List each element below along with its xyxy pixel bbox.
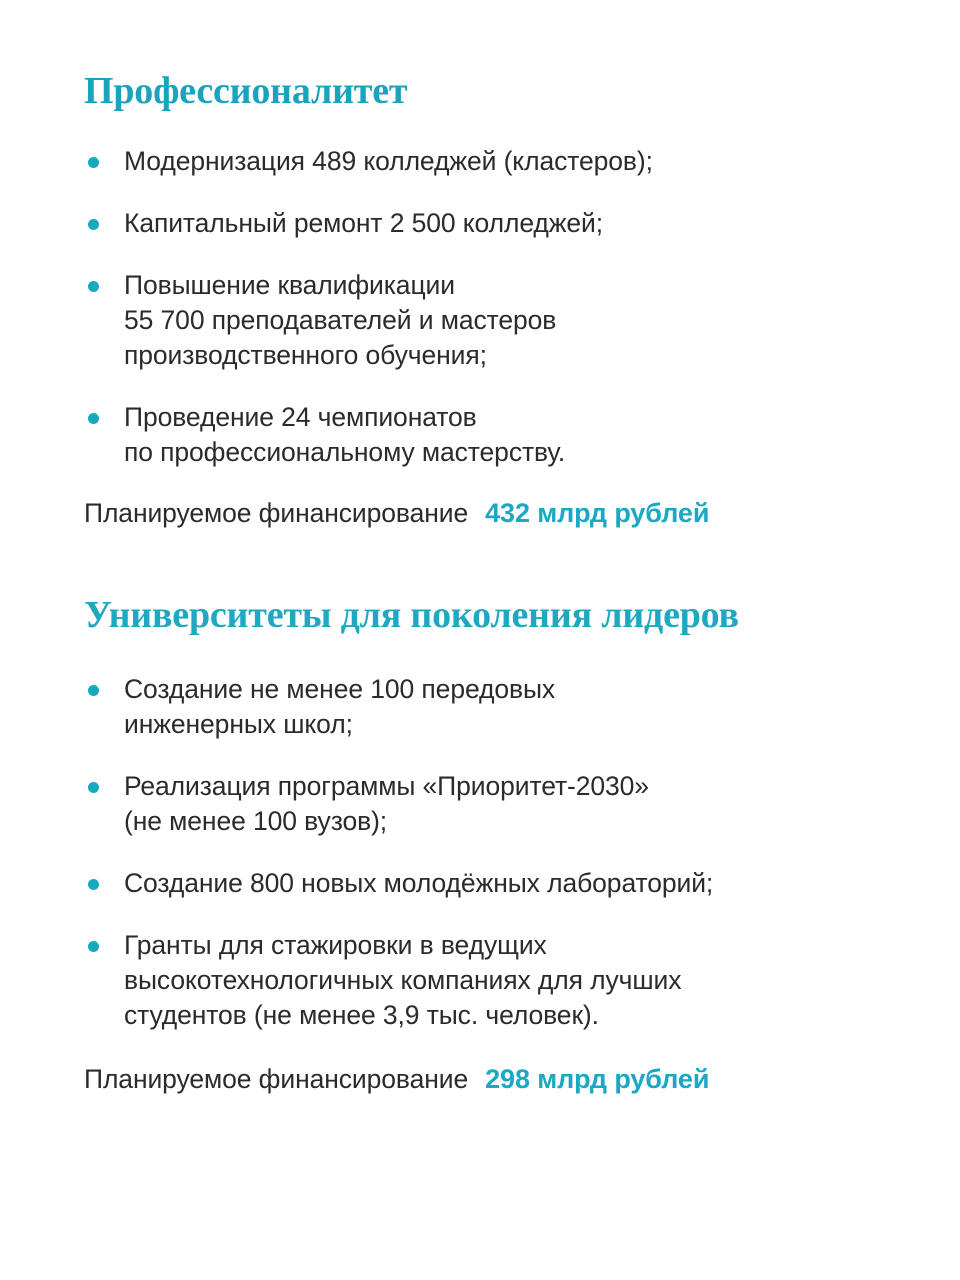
list-item bbox=[84, 769, 905, 839]
section-1-funding bbox=[84, 496, 905, 530]
section-2-funding bbox=[84, 1062, 905, 1096]
bullet-line: 55 700 преподавателей и мастеров bbox=[124, 304, 557, 335]
list-item bbox=[84, 866, 905, 901]
list-item bbox=[84, 206, 905, 241]
funding-amount: 432 млрд рублей bbox=[485, 497, 710, 528]
bullet-line: Гранты для стажировки в ведущих bbox=[124, 929, 547, 960]
list-item bbox=[84, 268, 905, 373]
list-item bbox=[84, 400, 905, 470]
bullet-line: Капитальный ремонт 2 500 колледжей; bbox=[124, 207, 603, 238]
section-universities bbox=[84, 530, 905, 1096]
bullet-line: Реализация программы «Приоритет-2030» bbox=[124, 770, 649, 801]
funding-label: Планируемое финансирование bbox=[84, 1063, 469, 1094]
bullet-line: Создание 800 новых молодёжных лабораторий; bbox=[124, 867, 714, 898]
section-professionalitet bbox=[84, 0, 905, 530]
bullet-dot-icon bbox=[88, 685, 99, 696]
list-item bbox=[84, 672, 905, 742]
bullet-dot-icon bbox=[88, 281, 99, 292]
bullet-line: Повышение квалификации bbox=[124, 269, 455, 300]
bullet-line: Проведение 24 чемпионатов bbox=[124, 401, 477, 432]
bullet-line: инженерных школ; bbox=[124, 708, 353, 739]
bullet-dot-icon bbox=[88, 879, 99, 890]
list-item bbox=[84, 928, 905, 1033]
section-2-heading: Университеты для поколения лидеров bbox=[84, 594, 739, 637]
bullet-dot-icon bbox=[88, 941, 99, 952]
bullet-dot-icon bbox=[88, 782, 99, 793]
bullet-dot-icon bbox=[88, 413, 99, 424]
bullet-line: (не менее 100 вузов); bbox=[124, 805, 388, 836]
bullet-line: Создание не менее 100 передовых bbox=[124, 674, 556, 704]
funding-amount: 298 млрд рублей bbox=[485, 1063, 710, 1094]
section-1-bullet-list bbox=[84, 144, 905, 470]
funding-label: Планируемое финансирование bbox=[84, 497, 469, 528]
section-2-bullet-list bbox=[84, 672, 905, 1033]
bullet-line: по профессиональному мастерству. bbox=[124, 436, 566, 467]
bullet-line: студентов (не менее 3,9 тыс. человек). bbox=[124, 999, 599, 1030]
bullet-line: высокотехнологичных компаниях для лучших bbox=[124, 964, 682, 995]
bullet-dot-icon bbox=[88, 219, 99, 230]
list-item bbox=[84, 144, 905, 179]
bullet-dot-icon bbox=[88, 157, 99, 168]
bullet-line: Модернизация 489 колледжей (кластеров); bbox=[124, 145, 653, 176]
section-1-heading: Профессионалитет bbox=[84, 70, 408, 112]
bullet-line: производственного обучения; bbox=[124, 339, 487, 370]
